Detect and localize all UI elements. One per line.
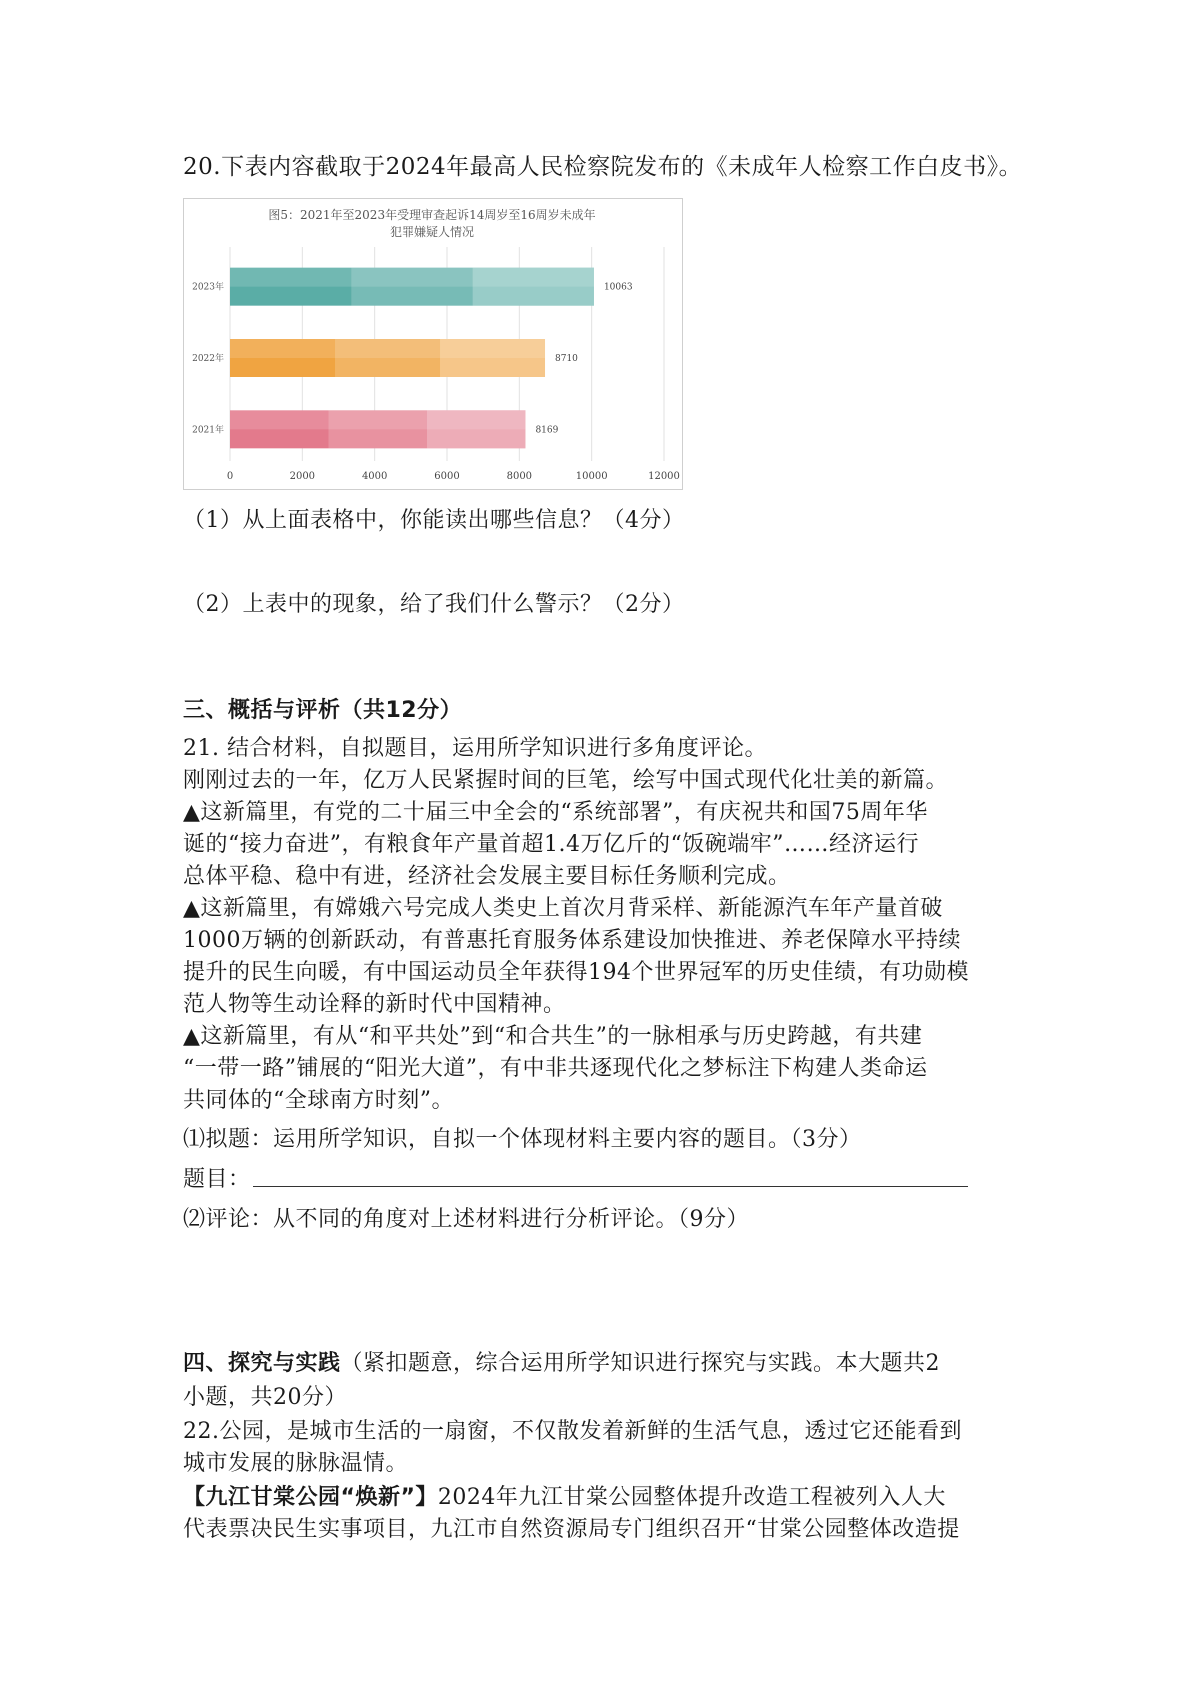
bar-highlight xyxy=(230,339,545,358)
question-22-stem: 城市发展的脉脉温情。 xyxy=(183,1451,409,1476)
material-line: “一带一路”铺展的“阳光大道”，有中非共逐现代化之梦标注下构建人类命运 xyxy=(183,1056,928,1081)
material-line: 刚刚过去的一年，亿万人民紧握时间的巨笔，绘写中国式现代化壮美的新篇。 xyxy=(183,768,949,793)
value-label: 8710 xyxy=(555,354,578,364)
bar-chart xyxy=(183,198,683,490)
material-line: 诞的“接力奋进”，有粮食年产量首超1.4万亿斤的“饭碗端牢”……经济运行 xyxy=(183,832,919,857)
material-paragraph xyxy=(183,1480,946,1511)
x-tick-label: 2000 xyxy=(289,471,316,482)
section-4-heading-bold: 四、探究与实践 xyxy=(183,1351,341,1376)
section-4-heading-rest: （紧扣题意，综合运用所学知识进行探究与实践。本大题共2 xyxy=(340,1351,941,1376)
material-line: 共同体的“全球南方时刻”。 xyxy=(183,1088,454,1113)
material-line: 范人物等生动诠释的新时代中国精神。 xyxy=(183,992,566,1017)
question-21-sub2: ⑵评论：从不同的角度对上述材料进行分析评论。（9分） xyxy=(183,1207,749,1232)
material-tag-rest: 2024年九江甘棠公园整体提升改造工程被列入人大 xyxy=(437,1485,946,1510)
x-tick-label: 6000 xyxy=(434,471,460,482)
material-line: 1000万辆的创新跃动，有普惠托育服务体系建设加快推进、养老保障水平持续 xyxy=(183,928,961,953)
material-line: 总体平稳、稳中有进，经济社会发展主要目标任务顺利完成。 xyxy=(183,864,791,889)
x-tick-label: 8000 xyxy=(506,471,533,482)
material-line: ▲这新篇里，有从“和平共处”到“和合共生”的一脉相承与历史跨越，有共建 xyxy=(183,1024,923,1049)
bar-2023年 xyxy=(230,268,594,306)
question-20-stem: 20.下表内容截取于2024年最高人民检察院发布的《未成年人检察工作白皮书》。 xyxy=(183,154,1023,180)
category-label: 2021年 xyxy=(192,425,224,436)
x-tick-label: 12000 xyxy=(648,471,680,482)
chart-bars xyxy=(192,268,633,449)
bar-2022年 xyxy=(230,339,545,377)
bar-highlight xyxy=(230,410,525,429)
x-tick-label: 0 xyxy=(226,471,234,482)
material-line: 提升的民生向暖，有中国运动员全年获得194个世界冠军的历史佳绩，有功勋模 xyxy=(183,960,969,985)
question-22-stem: 22.公园，是城市生活的一扇窗，不仅散发着新鲜的生活气息，透过它还能看到 xyxy=(183,1419,962,1444)
chart-svg xyxy=(184,199,682,489)
chart-x-axis xyxy=(227,471,680,482)
x-tick-label: 4000 xyxy=(361,471,388,482)
section-3-heading: 三、概括与评析（共12分） xyxy=(183,698,463,723)
chart-title-line1: 图5：2021年至2023年受理审查起诉14周岁至16周岁未成年 xyxy=(268,208,596,222)
title-prompt: 题目： xyxy=(183,1167,251,1192)
bar-2021年 xyxy=(230,410,525,448)
x-tick-label: 10000 xyxy=(575,471,608,482)
material-tag: 【九江甘棠公园“焕新”】 xyxy=(183,1485,438,1510)
material-line: ▲这新篇里，有党的二十届三中全会的“系统部署”，有庆祝共和国75周年华 xyxy=(183,800,928,825)
chart-title-line2: 犯罪嫌疑人情况 xyxy=(389,225,475,239)
bar-highlight xyxy=(230,268,594,287)
question-21-stem: 21. 结合材料，自拟题目，运用所学知识进行多角度评论。 xyxy=(183,736,767,761)
question-20-sub1: （1）从上面表格中，你能读出哪些信息？（4分） xyxy=(183,508,685,533)
section-4-heading xyxy=(183,1346,940,1377)
value-label: 10063 xyxy=(603,282,633,293)
question-20-sub2: （2）上表中的现象，给了我们什么警示？（2分） xyxy=(183,592,685,617)
title-answer-line[interactable] xyxy=(253,1186,968,1187)
category-label: 2022年 xyxy=(192,354,224,364)
material-line: ▲这新篇里，有嫦娥六号完成人类史上首次月背采样、新能源汽车年产量首破 xyxy=(183,896,943,921)
question-21-sub1: ⑴拟题：运用所学知识，自拟一个体现材料主要内容的题目。（3分） xyxy=(183,1127,862,1152)
value-label: 8169 xyxy=(535,425,559,436)
material-line: 代表票决民生实事项目，九江市自然资源局专门组织召开“甘棠公园整体改造提 xyxy=(183,1517,960,1542)
section-4-heading-line2: 小题，共20分） xyxy=(183,1385,347,1410)
category-label: 2023年 xyxy=(192,282,224,293)
